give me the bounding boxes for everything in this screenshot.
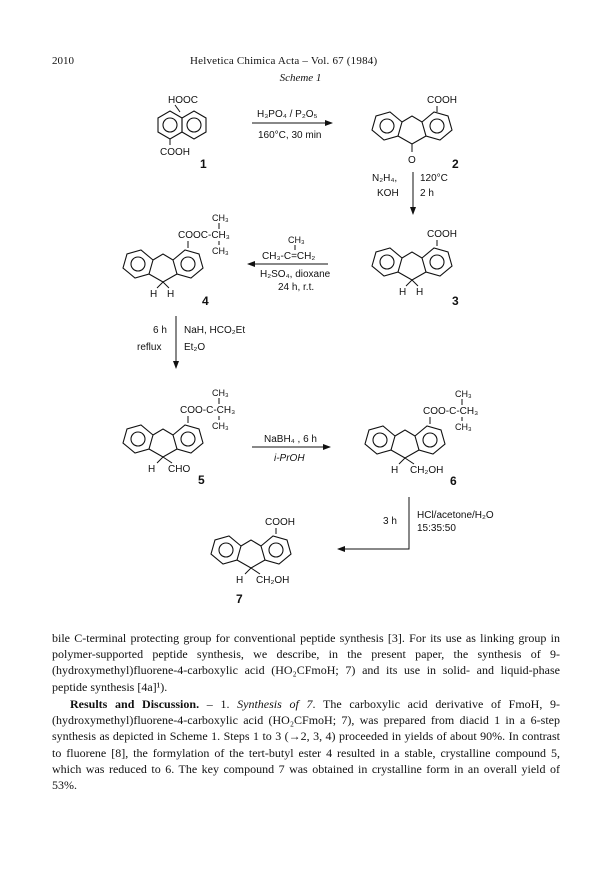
r3-time: 24 h, r.t. bbox=[278, 282, 315, 293]
r6-time: 3 h bbox=[383, 516, 397, 527]
r1-reagent: H₃PO₄ / P₂O₅ bbox=[257, 109, 318, 120]
compound-number-2: 2 bbox=[452, 157, 459, 171]
c1-top-label: HOOC bbox=[168, 95, 198, 106]
compound-6 bbox=[365, 389, 478, 488]
c5-methyl-top: CH₃ bbox=[212, 388, 229, 398]
c4-methyl-bottom: CH₃ bbox=[212, 246, 229, 256]
c6-ester: COO-C-CH₃ bbox=[423, 406, 479, 417]
compound-3 bbox=[372, 229, 459, 308]
results-body: . The carboxylic acid derivative of FmoH, 9-(hydroxymethyl)fluorene-4-carboxylic acid (HO₂CFmoH; 7), was prepared from diacid 1 in a 6-step synthesis as depicted in Scheme 1. Steps 1 to 3 (→2, 3, 4) proceeded in yields of about 90%. In contrast to fluorene [8], the formylation of the tert-butyl ester 4 resulted in a stable, crystalline compound 5, which was reduced to 6. The key compound 7 was obtained in crystalline form in an overall yield of 53%. bbox=[52, 697, 561, 793]
c6-methyl-bottom: CH₃ bbox=[455, 422, 472, 432]
paragraph-results bbox=[52, 696, 560, 793]
c7-label: COOH bbox=[265, 517, 295, 528]
section-heading: Results and Discussion. bbox=[70, 697, 200, 711]
c4-methyl-top: CH₃ bbox=[212, 213, 229, 223]
scheme-title: Scheme 1 bbox=[279, 72, 322, 84]
c5-substituent: CHO bbox=[168, 464, 191, 475]
c3-label: COOH bbox=[427, 229, 457, 240]
journal-header: Helvetica Chimica Acta – Vol. 67 (1984) bbox=[190, 55, 378, 67]
c5-methyl-bottom: CH₃ bbox=[212, 421, 229, 431]
c5-h: H bbox=[148, 464, 156, 475]
compound-7 bbox=[211, 517, 295, 606]
c2-oxo: O bbox=[408, 155, 416, 166]
c4-h-right: H bbox=[167, 289, 175, 300]
c6-h: H bbox=[391, 465, 399, 476]
c7-substituent: CH₂OH bbox=[256, 575, 290, 586]
compound-number-7: 7 bbox=[236, 592, 243, 606]
compound-number-4: 4 bbox=[202, 294, 209, 308]
compound-number-6: 6 bbox=[450, 474, 457, 488]
compound-number-3: 3 bbox=[452, 294, 459, 308]
compound-2 bbox=[372, 95, 459, 171]
c6-methyl-top: CH₃ bbox=[455, 389, 472, 399]
r5-reagent: NaBH₄ , 6 h bbox=[264, 434, 317, 445]
c4-h-left: H bbox=[150, 289, 158, 300]
r2-time: 2 h bbox=[420, 188, 434, 199]
r4-reflux: reflux bbox=[137, 342, 162, 353]
c3-h-right: H bbox=[416, 287, 424, 298]
c7-h: H bbox=[236, 575, 244, 586]
compound-number-5: 5 bbox=[198, 473, 205, 487]
subsection-title: Synthesis of 7 bbox=[237, 697, 313, 711]
paragraph-intro: bile C-terminal protecting group for conventional peptide synthesis [3]. For its use as linking group in polymer-supported peptide synthesis, we describe, in the present paper, the synthesis of 9-(hydroxymethyl)fluorene-4-carboxylic acid (HO₂CFmoH; 7) and its use in solid- and liquid-phase peptide synthesis [4a]¹). bbox=[52, 631, 560, 694]
c2-label: COOH bbox=[427, 95, 457, 106]
r6-reagent: HCl/acetone/H₂O bbox=[417, 510, 494, 521]
r2-reagent-1: N₂H₄, bbox=[372, 173, 398, 184]
r6-ratio: 15:35:50 bbox=[417, 523, 456, 534]
r5-solvent: i-PrOH bbox=[274, 453, 305, 464]
page-number: 2010 bbox=[52, 55, 74, 67]
r4-solvent: Et₂O bbox=[184, 342, 206, 353]
r1-conditions: 160°C, 30 min bbox=[258, 130, 322, 141]
c6-substituent: CH₂OH bbox=[410, 465, 444, 476]
r4-time: 6 h bbox=[153, 325, 167, 336]
compound-1 bbox=[158, 95, 207, 171]
section-dash: – 1. bbox=[199, 697, 238, 711]
compound-5 bbox=[123, 388, 235, 487]
r4-reagent: NaH, HCO₂Et bbox=[184, 325, 246, 336]
c1-bottom-label: COOH bbox=[160, 147, 190, 158]
r2-temp: 120°C bbox=[420, 173, 448, 184]
compound-4 bbox=[123, 213, 230, 308]
compound-number-1: 1 bbox=[200, 157, 207, 171]
r3-alkene: CH₃-C=CH₂ bbox=[262, 251, 316, 262]
c4-ester: COOC-CH₃ bbox=[178, 230, 230, 241]
c5-ester: COO-C-CH₃ bbox=[180, 405, 236, 416]
r3-methyl: CH₃ bbox=[288, 235, 305, 245]
r2-reagent-2: KOH bbox=[377, 188, 399, 199]
r3-acid: H₂SO₄, dioxane bbox=[260, 269, 331, 280]
c3-h-left: H bbox=[399, 287, 407, 298]
